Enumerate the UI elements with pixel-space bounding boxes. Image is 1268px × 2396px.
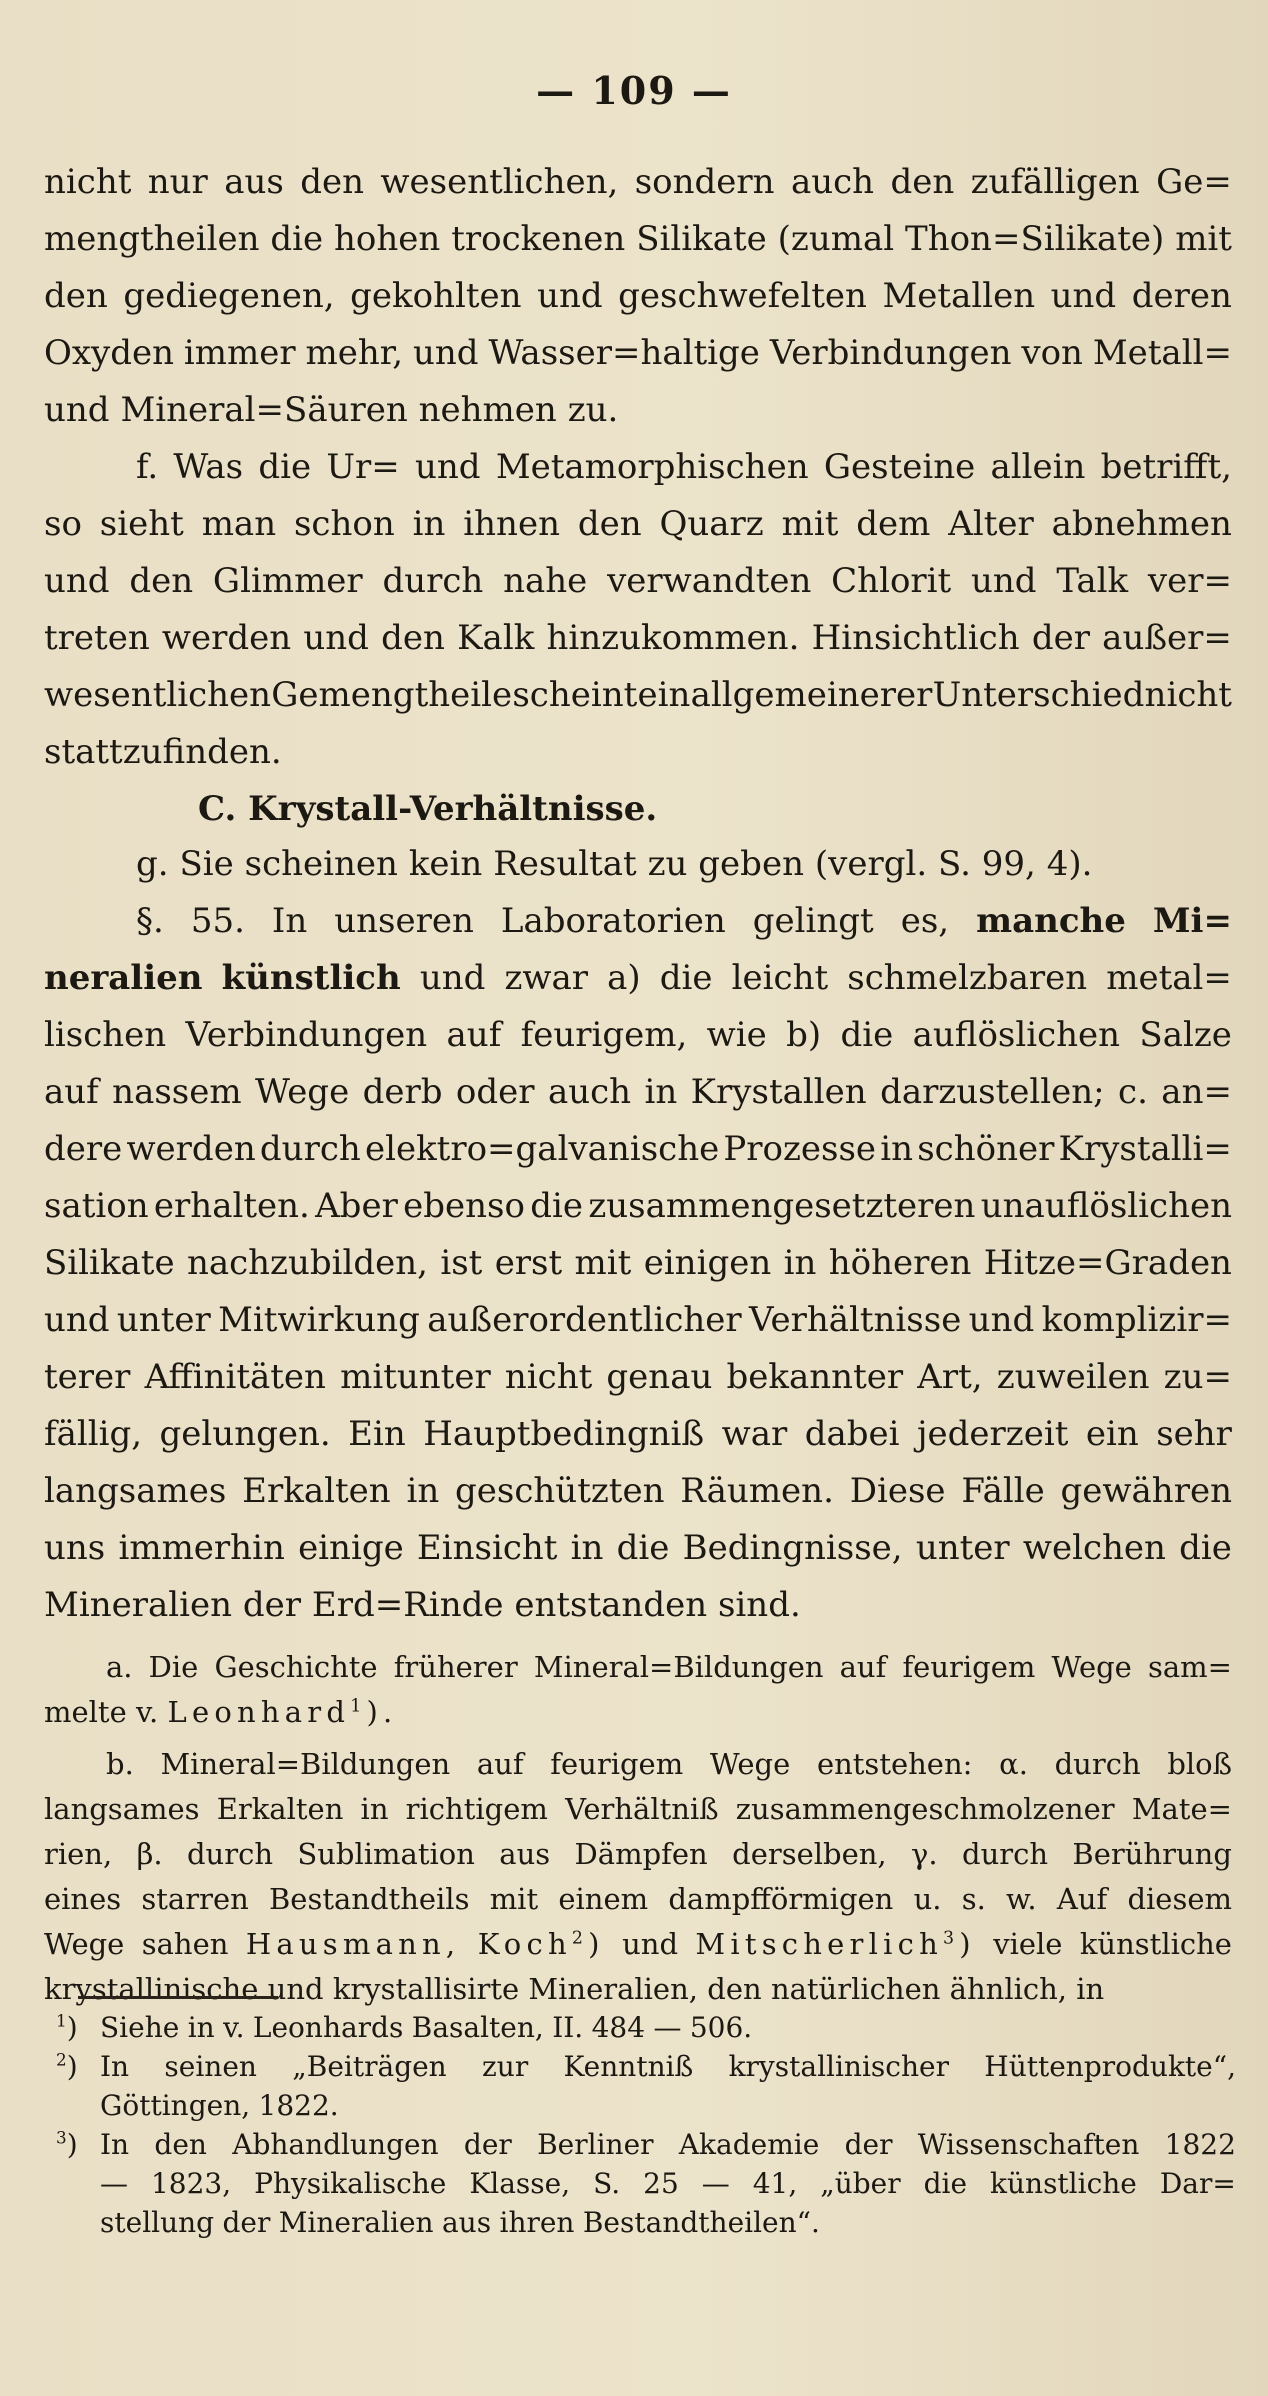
text-line: f. Was die Ur= und Metamorphischen Gesteine allein betrifft, — [136, 447, 1232, 487]
footnote-line: Göttingen, 1822. — [100, 2089, 339, 2122]
text-line: §. 55. In unseren Laboratorien gelingt es, manche Mi= — [136, 901, 1232, 941]
text-line: stattzufinden. — [44, 732, 282, 772]
text-line: so sieht man schon in ihnen den Quarz mit dem Alter abnehmen — [44, 504, 1232, 544]
text-line: nicht nur aus den wesentlichen, sondern auch den zufälligen Ge= — [44, 162, 1232, 202]
text-line: wesentlichen Gemengtheile scheint ein allgemeinerer Unterschied nicht — [44, 675, 1232, 715]
footnote-line: Siehe in v. Leonhards Basalten, II. 484 — 506. — [100, 2011, 753, 2044]
footnote-line: In seinen „Beiträgen zur Kenntniß krystallinischer Hüttenprodukte“, — [100, 2050, 1236, 2083]
text-line: Silikate nachzubilden, ist erst mit einigen in höheren Hitze=Graden — [44, 1243, 1232, 1283]
footnote-line: stellung der Mineralien aus ihren Bestandtheilen“. — [100, 2206, 820, 2239]
footnote-line: In den Abhandlungen der Berliner Akademie der Wissenschaften 1822 — [100, 2128, 1236, 2161]
paragraph — [44, 447, 1232, 789]
text-line: mengtheilen die hohen trockenen Silikate (zumal Thon=Silikate) mit — [44, 219, 1232, 259]
text-line: Mineralien der Erd=Rinde entstanden sind. — [44, 1585, 801, 1625]
note-paragraph — [44, 1747, 1232, 2017]
footnote: $^1$) Siehe in v. Leonhards Basalten, II. 484 — 506. — [56, 2008, 1236, 2047]
text-line: und den Glimmer durch nahe verwandten Chlorit und Talk ver= — [44, 561, 1232, 601]
text-line: langsames Erkalten in geschützten Räumen. Diese Fälle gewähren — [44, 1471, 1232, 1511]
text-line: Oxyden immer mehr, und Wasser=haltige Verbindungen von Metall= — [44, 333, 1232, 373]
text-line: und Mineral=Säuren nehmen zu. — [44, 390, 619, 430]
footnote: $^2$) In seinen „Beiträgen zur Kenntniß krystallinischer Hüttenprodukte“, Göttingen, 1822. — [56, 2047, 1236, 2125]
text-line: a. Die Geschichte früherer Mineral=Bildungen auf feurigem Wege sam= — [106, 1650, 1232, 1684]
main-text — [44, 162, 1232, 2017]
section-heading — [44, 789, 1232, 844]
text-line: lischen Verbindungen auf feurigem, wie b) die auflöslichen Salze — [44, 1015, 1232, 1055]
text-line: terer Affinitäten mitunter nicht genau bekannter Art, zuweilen zu= — [44, 1357, 1232, 1397]
note-paragraph — [44, 1650, 1232, 1740]
text-line: rien, β. durch Sublimation aus Dämpfen derselben, γ. durch Berührung — [44, 1837, 1232, 1871]
text-line: krystallinische und krystallisirte Mineralien, den natürlichen ähnlich, in — [44, 1972, 1105, 2006]
text-line: sation erhalten. Aber ebenso die zusammengesetzteren unauflöslichen — [44, 1186, 1232, 1226]
text-line: uns immerhin einige Einsicht in die Bedingnisse, unter welchen die — [44, 1528, 1232, 1568]
text-line: Wege sahen Hausmann, Koch$^2$) und Mitscherlich$^3$) viele künstliche — [44, 1927, 1232, 1961]
text-line: auf nassem Wege derb oder auch in Krystallen darzustellen; c. an= — [44, 1072, 1232, 1112]
text-line: melte v. Leonhard$^1$). — [44, 1695, 398, 1729]
text-line: langsames Erkalten in richtigem Verhältniß zusammengeschmolzener Mate= — [44, 1792, 1232, 1826]
text-line: b. Mineral=Bildungen auf feurigem Wege entstehen: α. durch bloß — [106, 1747, 1232, 1781]
footnote: $^3$) In den Abhandlungen der Berliner Akademie der Wissenschaften 1822 — 1823, Physikalische Klasse, S. 25 — 41, „über die künstliche Dar= stellung der Mineralien aus ihren Bestandtheilen“. — [56, 2125, 1236, 2242]
paragraph — [44, 162, 1232, 447]
footnote-line: — 1823, Physikalische Klasse, S. 25 — 41, „über die künstliche Dar= — [100, 2167, 1236, 2200]
text-line: eines starren Bestandtheils mit einem dampfförmigen u. s. w. Auf diesem — [44, 1882, 1232, 1916]
text-line: den gediegenen, gekohlten und geschwefelten Metallen und deren — [44, 276, 1232, 316]
page-number: — 109 — — [536, 68, 732, 113]
footnotes — [56, 2008, 1236, 2242]
heading-text: C. Krystall-Verhältnisse. — [198, 789, 658, 829]
text-line: treten werden und den Kalk hinzukommen. Hinsichtlich der außer= — [44, 618, 1232, 658]
text-line: neralien künstlich und zwar a) die leicht schmelzbaren metal= — [44, 958, 1232, 998]
paragraph — [44, 901, 1232, 1642]
text-line: dere werden durch elektro=galvanische Prozesse in schöner Krystalli= — [44, 1129, 1232, 1169]
text-line: fällig, gelungen. Ein Hauptbedingniß war dabei jederzeit ein sehr — [44, 1414, 1232, 1454]
paragraph — [44, 844, 1232, 901]
text-line: g. Sie scheinen kein Resultat zu geben (vergl. S. 99, 4). — [136, 844, 1093, 884]
footnote-rule — [78, 1996, 278, 1999]
text-line: und unter Mitwirkung außerordentlicher Verhältnisse und komplizir= — [44, 1300, 1232, 1340]
